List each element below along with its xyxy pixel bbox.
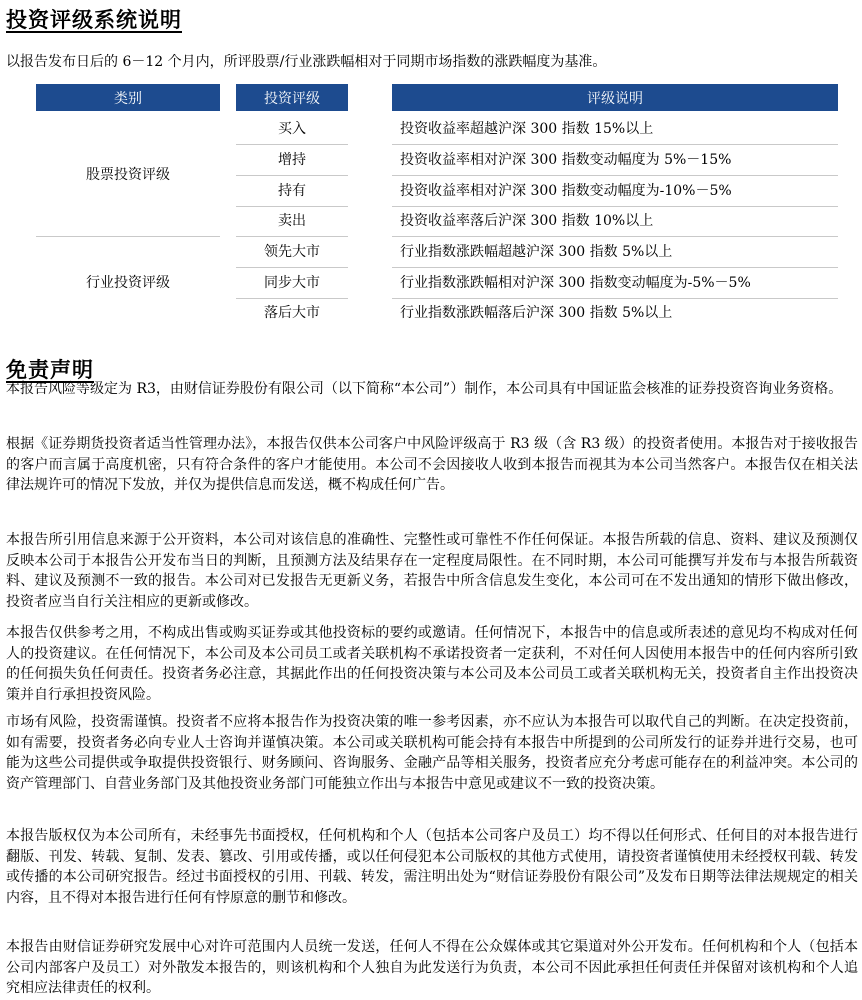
- category-stock: 股票投资评级: [86, 167, 170, 183]
- rating-description: 投资收益率超越沪深 300 指数 15%以上: [400, 121, 654, 137]
- row-divider: [236, 298, 348, 299]
- row-divider: [236, 175, 348, 176]
- rating-level: 落后大市: [264, 305, 320, 321]
- rating-description: 行业指数涨跌幅超越沪深 300 指数 5%以上: [400, 244, 673, 260]
- rating-level: 增持: [278, 152, 306, 168]
- rating-level: 卖出: [278, 213, 306, 229]
- rating-level: 同步大市: [264, 275, 320, 291]
- disclaimer-paragraph: 根据《证券期货投资者适当性管理办法》，本报告仅供本公司客户中风险评级高于 R3 级（含 R3 级）的投资者使用。本报告对于接收报告的客户而言属于高度机密，只有符合条件的客户才能使用。本公司不会因接收人收到本报告而视其为本公司当然客户。本报告仅在相关法律法规许可的情况下发放，并仅为提供信息而发送，概不构成任何广告。: [6, 436, 858, 494]
- rating-description: 投资收益率相对沪深 300 指数变动幅度为 5%－15%: [400, 152, 732, 168]
- rating-description: 投资收益率落后沪深 300 指数 10%以上: [400, 213, 654, 229]
- header-category: 类别: [36, 84, 220, 111]
- rating-description: 行业指数涨跌幅相对沪深 300 指数变动幅度为-5%－5%: [400, 275, 751, 291]
- disclaimer-paragraph: 市场有风险，投资需谨慎。投资者不应将本报告作为投资决策的唯一参考因素，亦不应认为本报告可以取代自己的判断。在决定投资前，如有需要，投资者务必向专业人士咨询并谨慎决策。本公司或关联机构可能会持有本报告中所提到的公司所发行的证券并进行交易，也可能为这些公司提供或争取提供投资银行、财务顾问、咨询服务、金融产品等相关服务，投资者应充分考虑可能存在的利益冲突。本公司的资产管理部门、自营业务部门及其他投资业务部门可能独立作出与本报告中意见或建议不一致的投资决策。: [6, 714, 858, 792]
- row-divider: [392, 175, 838, 176]
- row-divider: [236, 236, 348, 237]
- header-rating: 投资评级: [236, 84, 348, 111]
- rating-level: 领先大市: [264, 244, 320, 260]
- header-description: 评级说明: [392, 84, 838, 111]
- disclaimer-section-title: 免责声明: [6, 357, 94, 382]
- row-divider: [392, 206, 838, 207]
- row-divider: [236, 144, 348, 145]
- rating-level: 持有: [278, 183, 306, 199]
- rating-description: 投资收益率相对沪深 300 指数变动幅度为-10%－5%: [400, 183, 732, 199]
- disclaimer-paragraph: 本报告仅供参考之用，不构成出售或购买证券或其他投资标的要约或邀请。任何情况下，本报告中的信息或所表述的意见均不构成对任何人的投资建议。在任何情况下，本公司及本公司员工或者关联机构不承诺投资者一定获利，不对任何人因使用本报告中的任何内容所引致的任何损失负任何责任。投资者务必注意，其据此作出的任何投资决策与本公司及本公司员工或者关联机构无关，投资者自主作出投资决策并自行承担投资风险。: [6, 625, 858, 703]
- disclaimer-paragraph: 本报告版权仅为本公司所有，未经事先书面授权，任何机构和个人（包括本公司客户及员工）均不得以任何形式、任何目的对本报告进行翻版、刊发、转载、复制、发表、篡改、引用或传播，或以任何侵犯本公司版权的其他方式使用，请投资者谨慎使用未经授权刊载、转发或传播的本公司研究报告。经过书面授权的引用、刊载、转发，需注明出处为“财信证券股份有限公司”及发布日期等法律法规规定的相关内容，且不得对本报告进行任何有悖原意的删节和修改。: [6, 828, 858, 906]
- disclaimer-paragraph: 本报告所引用信息来源于公开资料，本公司对该信息的准确性、完整性或可靠性不作任何保证。本报告所载的信息、资料、建议及预测仅反映本公司于本报告公开发布当日的判断，且预测方法及结果存在一定程度局限性。在不同时期，本公司可能撰写并发布与本报告所载资料、建议及预测不一致的报告。本公司对已发报告无更新义务，若报告中所含信息发生变化，本公司可在不发出通知的情形下做出修改，投资者应当自行关注相应的更新或修改。: [6, 532, 858, 610]
- rating-level: 买入: [278, 121, 306, 137]
- row-divider: [392, 144, 838, 145]
- row-divider: [392, 267, 838, 268]
- category-divider: [36, 236, 220, 237]
- rating-description: 行业指数涨跌幅落后沪深 300 指数 5%以上: [400, 305, 673, 321]
- disclaimer-paragraph: 本报告风险等级定为 R3，由财信证券股份有限公司（以下简称“本公司”）制作，本公司具有中国证监会核准的证券投资咨询业务资格。: [6, 381, 843, 397]
- row-divider: [392, 298, 838, 299]
- rating-section-title: 投资评级系统说明: [6, 7, 182, 32]
- disclaimer-paragraph: 本报告由财信证券研究发展中心对许可范围内人员统一发送，任何人不得在公众媒体或其它渠道对外公开发布。任何机构和个人（包括本公司内部客户及员工）对外散发本报告的，则该机构和个人独自为此发送行为负责，本公司不因此承担任何责任并保留对该机构和个人追究相应法律责任的权利。: [6, 939, 858, 997]
- row-divider: [236, 267, 348, 268]
- row-divider: [392, 236, 838, 237]
- rating-intro: 以报告发布日后的 6－12 个月内，所评股票/行业涨跌幅相对于同期市场指数的涨跌幅度为基准。: [6, 54, 607, 70]
- row-divider: [236, 206, 348, 207]
- category-industry: 行业投资评级: [86, 275, 170, 291]
